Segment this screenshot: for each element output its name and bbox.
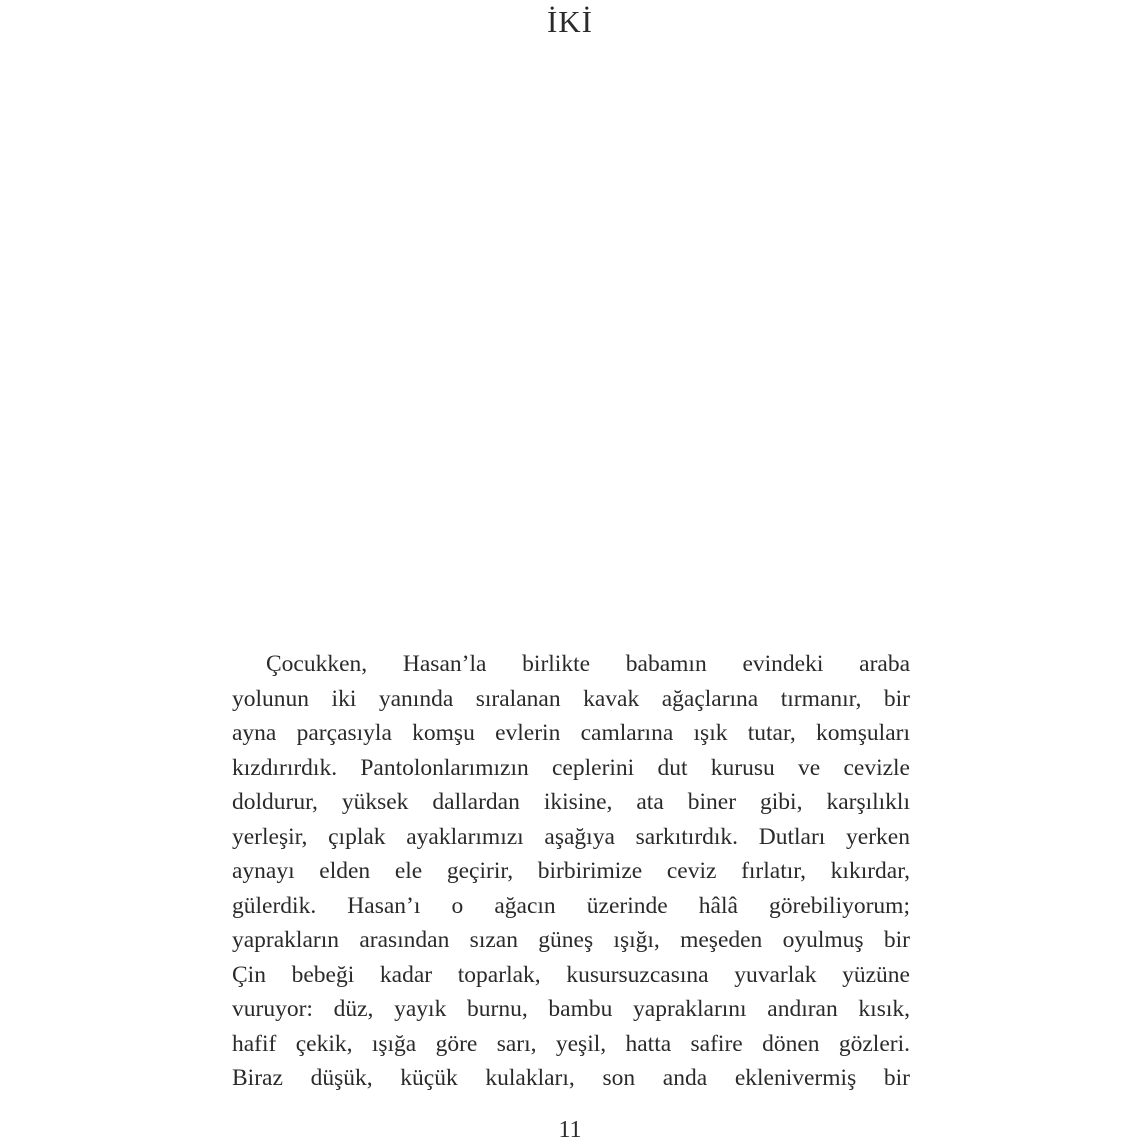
text-line: yaprakların arasından sızan güneş ışığı, meşeden oyulmuş bir: [232, 927, 910, 953]
text-line: yolunun iki yanında sıralanan kavak ağaçlarına tırmanır, bir: [232, 685, 910, 712]
text-line: vuruyor: düz, yayık burnu, bambu yapraklarını andıran kısık,: [232, 996, 910, 1022]
text-line: Biraz düşük, küçük kulakları, son anda eklenivermiş bir: [232, 1065, 910, 1091]
text-line: ayna parçasıyla komşu evlerin camlarına ışık tutar, komşuları: [232, 720, 910, 746]
text-line: gülerdik. Hasan’ı o ağacın üzerinde hâlâ görebiliyorum;: [232, 892, 910, 919]
text-line: hafif çekik, ışığa göre sarı, yeşil, hatta safire dönen gözleri.: [232, 1030, 910, 1057]
text-line: Çocukken, Hasan’la birlikte babamın evindeki araba: [266, 651, 910, 677]
text-line: Çin bebeği kadar toparlak, kusursuzcasına yuvarlak yüzüne: [232, 961, 910, 988]
text-line: doldurur, yüksek dallardan ikisine, ata biner gibi, karşılıklı: [232, 789, 910, 815]
text-line: aynayı elden ele geçirir, birbirimize ceviz fırlatır, kıkırdar,: [232, 858, 910, 884]
chapter-title: İKİ: [546, 4, 594, 39]
text-line: yerleşir, çıplak ayaklarımızı aşağıya sarkıtırdık. Dutları yerken: [232, 823, 910, 850]
page-number: 11: [558, 1117, 582, 1143]
body-paragraph: [232, 647, 910, 1096]
text-line: kızdırırdık. Pantolonlarımızın ceplerini dut kurusu ve cevizle: [232, 754, 910, 781]
